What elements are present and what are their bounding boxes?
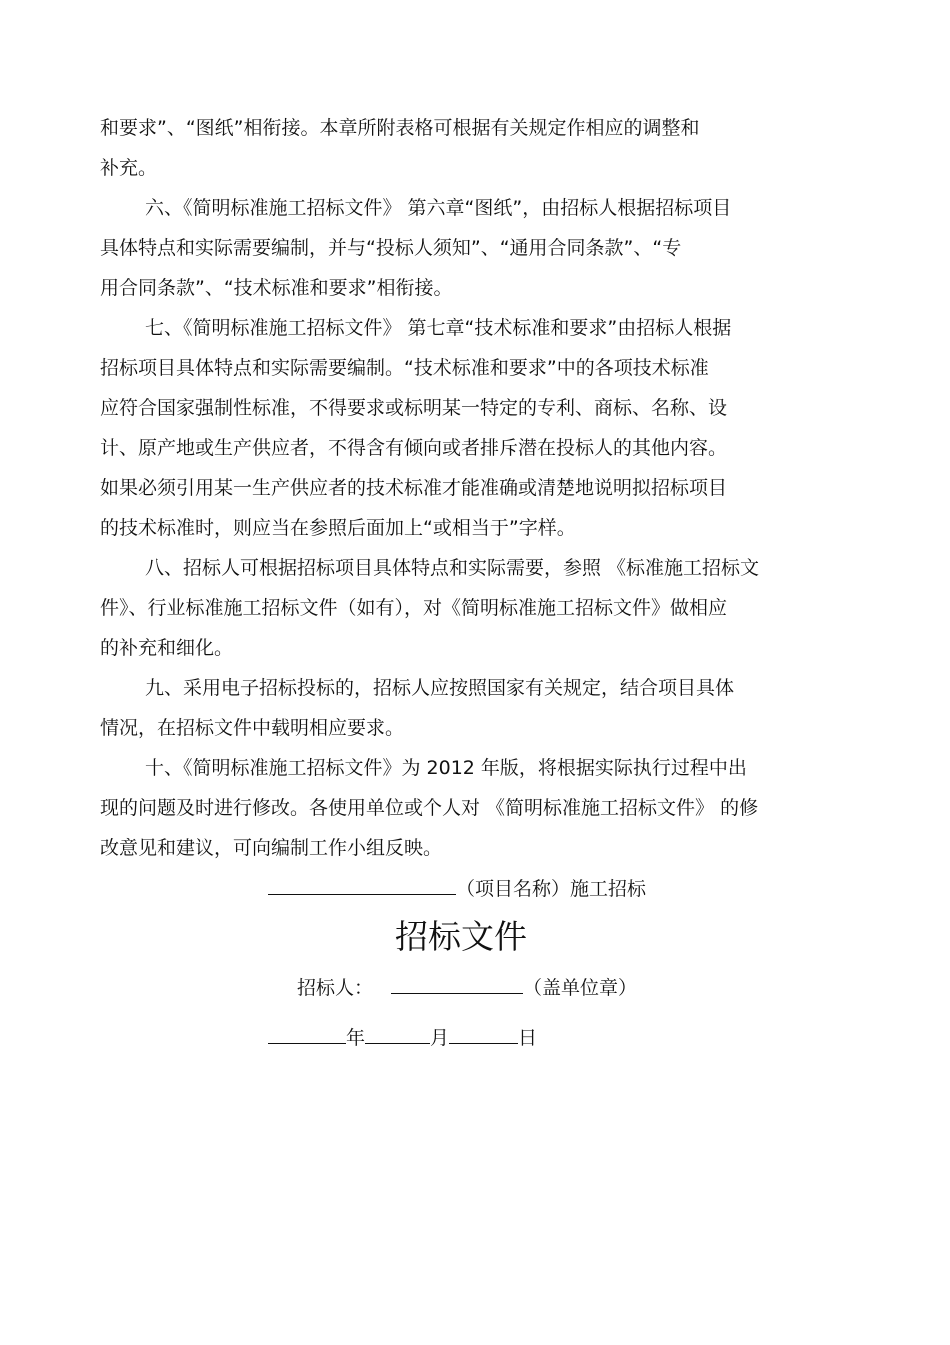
body-line: 的技术标准时，则应当在参照后面加上“或相当于”字样。 xyxy=(100,517,576,539)
project-name-line xyxy=(268,876,646,901)
tenderer-label: 招标人： xyxy=(297,977,374,999)
body-line: 补充。 xyxy=(100,157,158,179)
body-line: 六、《简明标准施工招标文件》 第六章“图纸”，由招标人根据招标项目 xyxy=(145,197,732,219)
body-line: 十、《简明标准施工招标文件》为 2012 年版，将根据实际执行过程中出 xyxy=(145,757,747,779)
body-line: 八、招标人可根据招标项目具体特点和实际需要，参照 《标准施工招标文 xyxy=(145,557,760,579)
project-name-suffix: （项目名称）施工招标 xyxy=(456,878,647,900)
body-line: 和要求”、“图纸”相衔接。本章所附表格可根据有关规定作相应的调整和 xyxy=(100,117,700,139)
seal-note: （盖单位章） xyxy=(523,977,638,999)
document-title: 招标文件 xyxy=(395,917,527,956)
body-line: 九、采用电子招标投标的，招标人应按照国家有关规定，结合项目具体 xyxy=(145,677,735,699)
year-label: 年 xyxy=(346,1027,366,1049)
date-line xyxy=(268,1025,537,1050)
month-label: 月 xyxy=(430,1027,450,1049)
year-blank[interactable] xyxy=(268,1025,346,1044)
tenderer-line xyxy=(297,975,637,1000)
project-name-blank[interactable] xyxy=(268,876,456,895)
body-line: 如果必须引用某一生产供应者的技术标准才能准确或清楚地说明拟招标项目 xyxy=(100,477,728,499)
body-line: 改意见和建议，可向编制工作小组反映。 xyxy=(100,837,443,859)
body-line: 用合同条款”、“技术标准和要求”相衔接。 xyxy=(100,277,453,299)
month-blank[interactable] xyxy=(365,1025,430,1044)
tenderer-blank[interactable] xyxy=(391,975,523,994)
day-blank[interactable] xyxy=(449,1025,518,1044)
body-line: 应符合国家强制性标准，不得要求或标明某一特定的专利、商标、名称、设 xyxy=(100,397,728,419)
body-line: 招标项目具体特点和实际需要编制。“技术标准和要求”中的各项技术标准 xyxy=(100,357,709,379)
body-line: 具体特点和实际需要编制，并与“投标人须知”、“通用合同条款”、“专 xyxy=(100,237,682,259)
body-line: 现的问题及时进行修改。各使用单位或个人对 《简明标准施工招标文件》 的修 xyxy=(100,797,759,819)
body-line: 件》、行业标准施工招标文件（如有），对《简明标准施工招标文件》做相应 xyxy=(100,597,728,619)
body-line: 情况，在招标文件中载明相应要求。 xyxy=(100,717,405,739)
body-line: 计、原产地或生产供应者，不得含有倾向或者排斥潜在投标人的其他内容。 xyxy=(100,437,728,459)
body-line: 的补充和细化。 xyxy=(100,637,234,659)
body-line: 七、《简明标准施工招标文件》 第七章“技术标准和要求”由招标人根据 xyxy=(145,317,732,339)
day-label: 日 xyxy=(518,1027,538,1049)
